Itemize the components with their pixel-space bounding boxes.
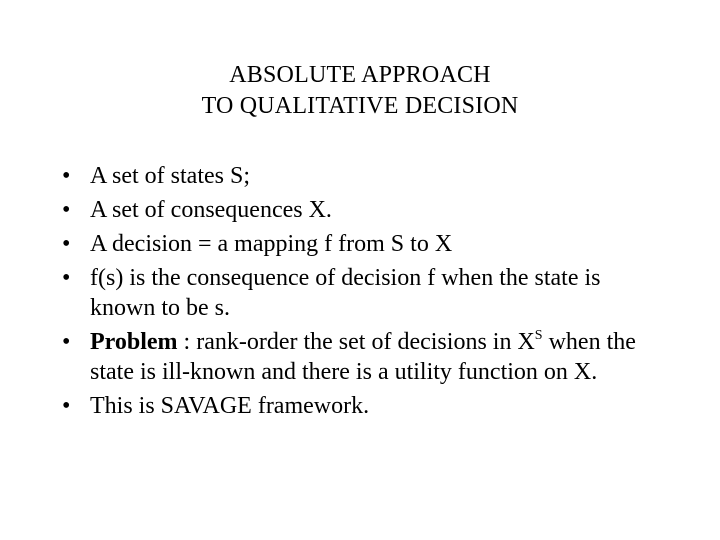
title-line-2: TO QUALITATIVE DECISION	[201, 93, 519, 119]
bullet-dot-icon: •	[62, 163, 71, 189]
bullet-text-problem	[90, 325, 660, 389]
bullet-item-consequences	[60, 193, 660, 227]
bullet-item-states	[60, 159, 660, 193]
superscript-s: S	[534, 328, 543, 343]
bullet-dot-icon: •	[62, 393, 71, 419]
title-line-1: ABSOLUTE APPROACH	[229, 62, 491, 88]
problem-text: : rank-order the set of decisions in X	[177, 329, 535, 355]
bullet-item-decision	[60, 227, 660, 261]
bullet-dot-icon: •	[62, 329, 71, 355]
bullet-dot-icon: •	[62, 231, 71, 257]
slide-title	[0, 60, 720, 122]
bullet-item-problem	[60, 325, 660, 389]
bullet-text: f(s) is the consequence of decision f when the state is known to be s.	[90, 265, 601, 321]
bullet-dot-icon: •	[62, 265, 71, 291]
problem-text-continued: when the state is ill-known and there is a utility function on X.	[90, 329, 636, 385]
bullet-item-fs	[60, 261, 660, 325]
bullet-text: This is SAVAGE framework.	[90, 393, 370, 419]
problem-label: Problem	[90, 329, 178, 355]
bullet-text: A set of states S;	[90, 163, 250, 189]
bullet-text: A set of consequences X.	[90, 197, 332, 223]
bullet-dot-icon: •	[62, 197, 71, 223]
bullet-text: A decision = a mapping f from S to X	[90, 231, 453, 257]
bullet-item-savage	[60, 389, 660, 423]
bullet-list	[60, 159, 660, 423]
